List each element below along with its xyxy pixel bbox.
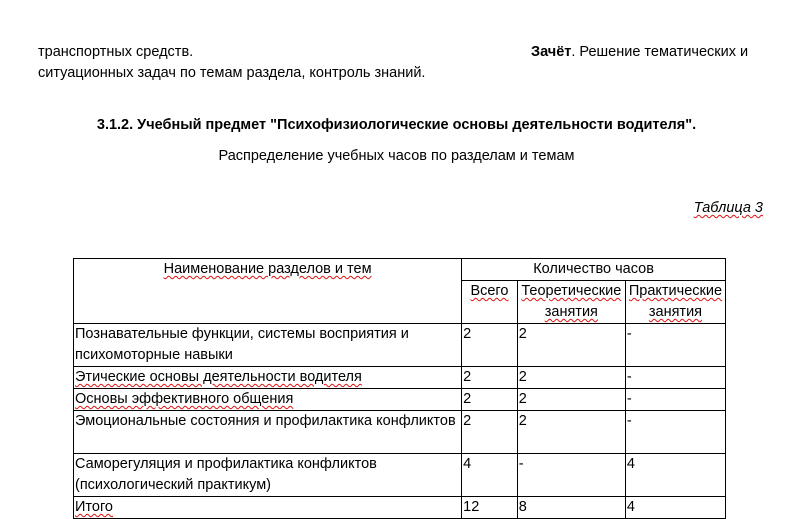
credit-description: . Решение тематических и xyxy=(571,44,749,60)
table-row-total xyxy=(74,497,726,519)
row-total: 2 xyxy=(462,367,518,389)
row-practice: 4 xyxy=(625,497,725,519)
table-row xyxy=(74,411,726,454)
row-theory: 2 xyxy=(517,367,625,389)
header-hours-count: Количество часов xyxy=(462,259,726,281)
row-name: Эмоциональные состояния и профилактика конфликтов xyxy=(74,411,462,454)
row-practice: - xyxy=(625,367,725,389)
row-practice: - xyxy=(625,411,725,454)
row-name: Основы эффективного общения xyxy=(74,389,462,411)
paragraph-line-2: ситуационных задач по темам раздела, контроль знаний. xyxy=(38,65,426,81)
row-name: Саморегуляция и профилактика конфликтов (психологический практикум) xyxy=(74,454,462,497)
header-total: Всего xyxy=(462,281,518,324)
row-total: 2 xyxy=(462,324,518,367)
table-row xyxy=(74,324,726,367)
section-heading: 3.1.2. Учебный предмет "Психофизиологические основы деятельности водителя". xyxy=(96,117,697,133)
header-theory: Теоретические занятия xyxy=(517,281,625,324)
row-name: Познавательные функции, системы восприятия и психомоторные навыки xyxy=(74,324,462,367)
row-theory: - xyxy=(517,454,625,497)
paragraph-line-1-left: транспортных средств. xyxy=(38,44,194,60)
row-total: 2 xyxy=(462,411,518,454)
row-practice: 4 xyxy=(625,454,725,497)
hours-table xyxy=(73,258,726,519)
row-theory: 2 xyxy=(517,389,625,411)
header-practice: Практические занятия xyxy=(625,281,725,324)
paragraph-line-1-right xyxy=(531,42,748,63)
row-name: Итого xyxy=(74,497,462,519)
section-subheading: Распределение учебных часов по разделам и темам xyxy=(218,148,575,164)
credit-label: Зачёт xyxy=(531,44,572,60)
table-row xyxy=(74,454,726,497)
row-theory: 2 xyxy=(517,411,625,454)
header-section-name: Наименование разделов и тем xyxy=(74,259,462,324)
row-practice: - xyxy=(625,389,725,411)
table-label: Таблица 3 xyxy=(693,200,763,216)
table-row xyxy=(74,367,726,389)
row-theory: 2 xyxy=(517,324,625,367)
row-theory: 8 xyxy=(517,497,625,519)
row-total: 4 xyxy=(462,454,518,497)
row-name: Этические основы деятельности водителя xyxy=(74,367,462,389)
row-total: 2 xyxy=(462,389,518,411)
row-practice: - xyxy=(625,324,725,367)
row-total: 12 xyxy=(462,497,518,519)
table-row xyxy=(74,389,726,411)
